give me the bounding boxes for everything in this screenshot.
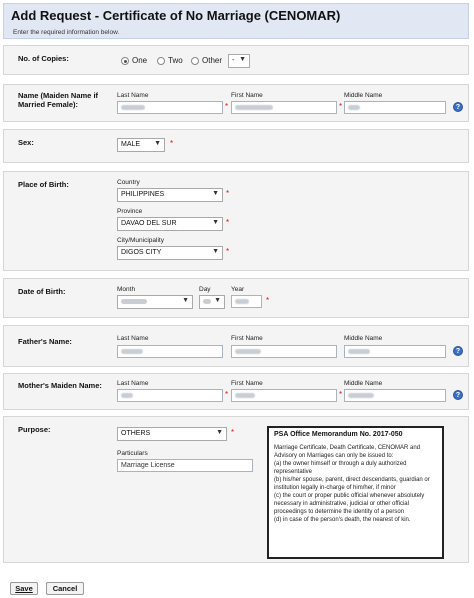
psa-memo-box [267,426,444,559]
copies-label: No. of Copies: [18,54,69,63]
chevron-down-icon: ▼ [239,56,246,63]
particulars-value: Marriage License [121,462,175,469]
dob-month-caption: Month [117,286,136,293]
father-label: Father's Name: [18,337,72,346]
city-required: * [226,247,230,256]
copies-other-select[interactable] [228,54,250,68]
province-value: DAVAO DEL SUR [121,220,177,227]
country-select[interactable] [117,188,223,202]
dob-year-input[interactable] [231,295,262,308]
copies-radio-two[interactable] [157,57,165,65]
city-select[interactable] [117,246,223,260]
dob-required: * [266,296,270,305]
sex-section [3,129,469,163]
father-section [3,325,469,367]
sex-label: Sex: [18,138,34,147]
father-middle-caption: Middle Name [344,335,383,342]
sex-value: MALE [121,141,141,148]
memo-title: PSA Office Memorandum No. 2017-050 [274,431,403,438]
name-middle-caption: Middle Name [344,92,383,99]
chevron-down-icon: ▼ [212,248,219,255]
chevron-down-icon: ▼ [154,140,161,147]
copies-option-other[interactable]: Other [202,56,223,65]
mother-section [3,373,469,410]
name-first-input[interactable] [231,101,337,114]
chevron-down-icon: ▼ [212,219,219,226]
copies-radio-one[interactable] [121,57,129,65]
memo-line: (a) the owner himself or through a duly authorized representative [274,461,407,475]
city-value: DIGOS CITY [121,249,162,256]
dob-section [3,278,469,318]
memo-line: Marriage Certificate, Death Certificate, CENOMAR and Advisory on Marriages can only be issued to: [274,445,421,459]
sex-required: * [170,139,174,148]
copies-radio-other[interactable] [191,57,199,65]
province-select[interactable] [117,217,223,231]
chevron-down-icon: ▼ [212,190,219,197]
mother-last-required: * [225,390,229,399]
mother-middle-caption: Middle Name [344,380,383,387]
name-first-caption: First Name [231,92,263,99]
father-help-icon[interactable]: ? [453,346,463,356]
father-first-caption: First Name [231,335,263,342]
father-last-caption: Last Name [117,335,149,342]
name-middle-input[interactable] [344,101,446,114]
sex-select[interactable] [117,138,165,152]
copies-other-value: - [232,57,235,64]
father-middle-input[interactable] [344,345,446,358]
page-subtitle: Enter the required information below. [13,29,120,36]
name-last-caption: Last Name [117,92,149,99]
dob-year-caption: Year [231,286,245,293]
copies-option-one[interactable]: One [132,56,148,65]
chevron-down-icon: ▼ [216,429,223,436]
mother-label: Mother's Maiden Name: [18,381,102,390]
birthplace-label: Place of Birth: [18,180,69,189]
purpose-value: OTHERS [121,430,151,437]
dob-day-select[interactable] [199,295,225,309]
mother-first-caption: First Name [231,380,263,387]
dob-month-select[interactable] [117,295,193,309]
mother-help-icon[interactable]: ? [453,390,463,400]
mother-last-input[interactable] [117,389,223,402]
memo-line: (b) his/her spouse, parent, direct descendants, guardian or institution legally in-charge of him/her, if minor [274,477,430,491]
dob-day-caption: Day [199,286,211,293]
mother-last-caption: Last Name [117,380,149,387]
copies-section [3,45,469,75]
name-last-required: * [225,102,229,111]
name-label: Name (Maiden Name if Married Female): [18,91,99,109]
name-section [3,84,469,122]
city-caption: City/Municipality [117,237,164,244]
purpose-select[interactable] [117,427,227,441]
name-help-icon[interactable]: ? [453,102,463,112]
copies-option-two[interactable]: Two [168,56,183,65]
mother-first-required: * [339,390,343,399]
page-header [3,3,469,39]
dob-label: Date of Birth: [18,287,66,296]
province-required: * [226,218,230,227]
save-button[interactable]: Save [10,582,38,595]
page-title: Add Request - Certificate of No Marriage (CENOMAR) [11,8,341,23]
country-required: * [226,189,230,198]
particulars-input[interactable] [117,459,253,472]
province-caption: Province [117,208,143,215]
chevron-down-icon: ▼ [214,297,221,304]
mother-first-input[interactable] [231,389,337,402]
memo-line: (d) in case of the person's death, the nearest of kin. [274,517,411,523]
country-caption: Country [117,179,140,186]
name-last-input[interactable] [117,101,223,114]
purpose-required: * [231,428,235,437]
memo-line: (c) the court or proper public official whenever absolutely necessary in administrative, judicial or other official proceedings to determine the identity of a person [274,493,425,515]
chevron-down-icon: ▼ [182,297,189,304]
particulars-caption: Particulars [117,450,148,457]
cancel-button[interactable]: Cancel [46,582,84,595]
country-value: PHILIPPINES [121,191,165,198]
father-first-input[interactable] [231,345,337,358]
father-last-input[interactable] [117,345,223,358]
name-first-required: * [339,102,343,111]
purpose-label: Purpose: [18,425,51,434]
birthplace-section [3,171,469,271]
mother-middle-input[interactable] [344,389,446,402]
